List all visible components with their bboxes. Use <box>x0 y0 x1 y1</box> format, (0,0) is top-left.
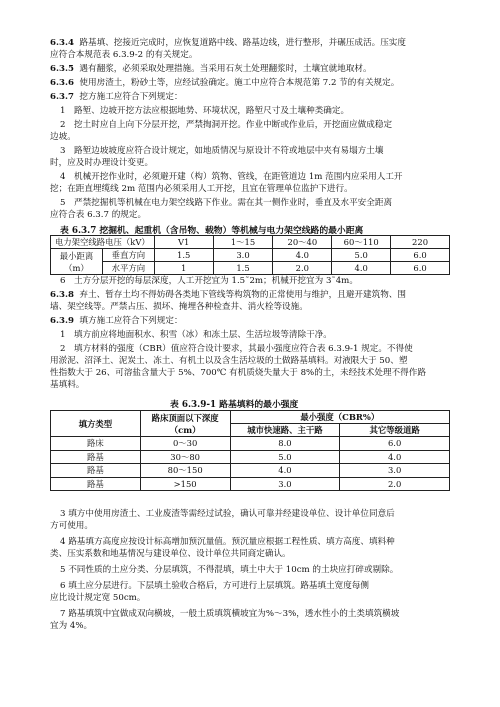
table-cell: 路床 <box>51 437 141 451</box>
clause-text: 遇有翻浆，必须采取处理措施。当采用石灰土处理翻浆时，土壤宜就地取材。 <box>79 64 372 74</box>
list-item-cont: 方可使用。 <box>50 521 93 531</box>
list-item-cont: 时，应及时办理设计变更。 <box>50 158 154 168</box>
list-item-cont: 应比设计规定宽 50cm。 <box>50 593 146 603</box>
list-item-cont: 性指数大于 26、可溶盐含量大于 5%、700℃ 有机质烧失量大于 8%的土，未经技术处理不得作路 <box>50 368 426 378</box>
table-row <box>51 450 450 464</box>
clause-number: 6.3.8 <box>50 290 74 300</box>
list-item: 6 填土应分层进行。下层填土验收合格后，方可进行上层填筑。路基填土宽度每侧 <box>60 581 369 591</box>
table-cell: 2.0 <box>340 477 450 491</box>
list-item: 5 严禁挖掘机等机械在电力架空线路下作业。需在其一侧作业时，垂直及水平安全距离 <box>60 198 393 208</box>
clause-title: 填方施工应符合下列规定： <box>79 316 183 326</box>
table-cell: 20～40 <box>273 236 332 249</box>
clause-6-3-5 <box>50 64 372 75</box>
list-item: 1 填方前应将地面积水、积雪（冰）和冻土层、生活垃圾等清除干净。 <box>60 330 332 340</box>
table-cell: 30～80 <box>140 450 230 464</box>
table-cell: 4.0 <box>340 450 450 464</box>
header-depth-unit: （cm） <box>169 424 201 435</box>
table-cell <box>51 249 103 275</box>
clause-6-3-8 <box>50 290 406 301</box>
table-row <box>51 464 450 478</box>
clause-number: 6.3.6 <box>50 78 74 88</box>
row-group-label: 最小距离（m <box>59 250 94 273</box>
clause-text: 弃土、暂存土均不得妨碍各类地下管线等构筑物的正常使用与维护，且避开建筑物、围 <box>79 290 406 300</box>
list-item: 4 路基填方高度应按设计标高增加预沉量值。预沉量应根据工程性质、填方高度、填料种 <box>60 537 395 547</box>
header-depth: 路床顶面以下深度 <box>151 412 219 423</box>
table-row <box>51 437 450 451</box>
clause-number: 6.3.7 <box>50 92 74 102</box>
header-cell: 填方类型 <box>51 411 141 437</box>
list-item: 2 填方材料的强度（CBR）值应符合设计要求，其最小强度应符合表 6.3.9-1 规定。不得使 <box>60 344 413 354</box>
table-cell: 2.0 <box>273 262 332 275</box>
table-cell: 4.0 <box>332 262 391 275</box>
table-cell: 路基 <box>51 450 141 464</box>
table-row <box>51 249 450 262</box>
table-cell: 5.0 <box>230 450 340 464</box>
table-cell: 8.0 <box>230 437 340 451</box>
list-item-cont: 挖；在距直埋缆线 2m 范围内必须采用人工开挖，且宜在管理单位监护下进行。 <box>50 184 353 194</box>
distance-table <box>50 235 450 275</box>
list-item: 5 不同性质的土应分类、分层填筑，不得混填，填土中大于 10cm 的土块应打碎或剔除。 <box>60 565 399 575</box>
table-row <box>51 477 450 491</box>
table-cell: 1～15 <box>213 236 273 249</box>
list-item: 4 机械开挖作业时，必须避开建（构）筑物、管线，在距管道边 1m 范围内应采用人工开 <box>60 172 403 182</box>
list-item-cont: 应符合表 6.3.7 的规定。 <box>50 210 147 220</box>
clause-6-3-4 <box>50 38 406 49</box>
list-item: 1 路堑、边坡开挖方法应根据地势、环境状况，路堑尺寸及土壤种类确定。 <box>60 106 350 116</box>
header-cell <box>140 411 230 437</box>
clause-6-3-6 <box>50 78 399 89</box>
clause-number: 6.3.4 <box>50 38 74 48</box>
table-header-row <box>51 411 450 424</box>
table-cell: 220 <box>391 236 450 249</box>
table-cell: 0～30 <box>140 437 230 451</box>
clause-6-3-9 <box>50 316 183 327</box>
table-row <box>51 262 450 275</box>
table-cell: >150 <box>140 477 230 491</box>
header-cell: 城市快速路、主干路 <box>230 424 340 437</box>
list-item: 3 路堑边坡坡度应符合设计规定，如地质情况与原设计不符或地层中夹有易塌方土壤 <box>60 146 384 156</box>
table-cell: 3.0 <box>230 477 340 491</box>
table-row <box>51 236 450 249</box>
list-item-cont: 基填料。 <box>50 380 85 390</box>
table-cell: 3.0 <box>213 249 273 262</box>
list-item: 2 挖土时应自上向下分层开挖，严禁掏洞开挖。作业中断或作业后，开挖面应做成稳定 <box>60 120 393 130</box>
table-cell: 路基 <box>51 477 141 491</box>
table-cell: V1 <box>154 236 213 249</box>
table-cell: 5.0 <box>332 249 391 262</box>
table-cell: 电力架空线路电压（kV） <box>51 236 155 249</box>
fill-strength-table <box>50 410 450 491</box>
table-cell: 6.0 <box>391 249 450 262</box>
table-cell: 3.0 <box>340 464 450 478</box>
table-cell: 80～150 <box>140 464 230 478</box>
table-caption: 表 6.3.7 挖掘机、起重机（含吊物、载物）等机械与电力架空线路的最小距离 <box>60 226 364 236</box>
clause-text: 使用房渣土，粉砂土等，应经试验确定。施工中应符合本规范第 7.2 节的有关规定。 <box>79 78 400 88</box>
list-item: 6 土方分层开挖的每层深度，人工开挖宜为 1.5˜2m；机械开挖宜为 3˜4m。 <box>60 276 358 286</box>
table-cell: 6.0 <box>391 262 450 275</box>
list-item: 7 路基填筑中宜做成双向横坡，一般土质填筑横坡宜为%～3%，透水性小的土类填筑横坡 <box>60 609 400 619</box>
table-cell: 4.0 <box>230 464 340 478</box>
table-cell: 6.0 <box>340 437 450 451</box>
list-item-cont: 类、压实系数和地基情况与建设单位、设计单位共同商定确认。 <box>50 549 291 559</box>
list-item-cont: 用淤泥、沼泽土、泥炭土、冻土、有机土以及含生活垃圾的土做路基填料。对液限大于 50、塑 <box>50 356 408 366</box>
table-cell: 60～110 <box>332 236 391 249</box>
table-cell: 1.5 <box>154 249 213 262</box>
list-item: 3 填方中使用房渣土、工业废渣等需经过试验，确认可靠并经建设单位、设计单位同意后 <box>60 509 395 519</box>
list-item-cont: 宜为 4%。 <box>50 621 93 631</box>
clause-6-3-7 <box>50 92 183 103</box>
row-group-label-end: ） <box>80 262 89 273</box>
header-cell: 最小强度（CBR%） <box>230 411 449 424</box>
clause-text: 路基填、挖接近完成时，应恢复道路中线、路基边线，进行整形，并碾压成活。压实度 <box>79 38 406 48</box>
list-item-cont: 边坡。 <box>50 132 76 142</box>
clause-text-line: 墙、架空线等。严禁占压、损坏、掩埋各种检查井、消火栓等设施。 <box>50 302 308 312</box>
table-cell: 垂直方向 <box>102 249 154 262</box>
clause-number: 6.3.9 <box>50 316 74 326</box>
table-cell: 4.0 <box>273 249 332 262</box>
table-cell: 1.5 <box>213 262 273 275</box>
clause-title: 挖方施工应符合下列规定： <box>79 92 183 102</box>
table-cell: 1 <box>154 262 213 275</box>
table-cell: 水平方向 <box>102 262 154 275</box>
clause-text-line: 应符合本规范表 6.3.9-2 的有关规定。 <box>50 50 198 60</box>
table-caption: 表 6.3.9-1 路基填料的最小强度 <box>170 400 299 410</box>
clause-number: 6.3.5 <box>50 64 74 74</box>
table-cell: 路基 <box>51 464 141 478</box>
header-cell: 其它等级道路 <box>340 424 450 437</box>
